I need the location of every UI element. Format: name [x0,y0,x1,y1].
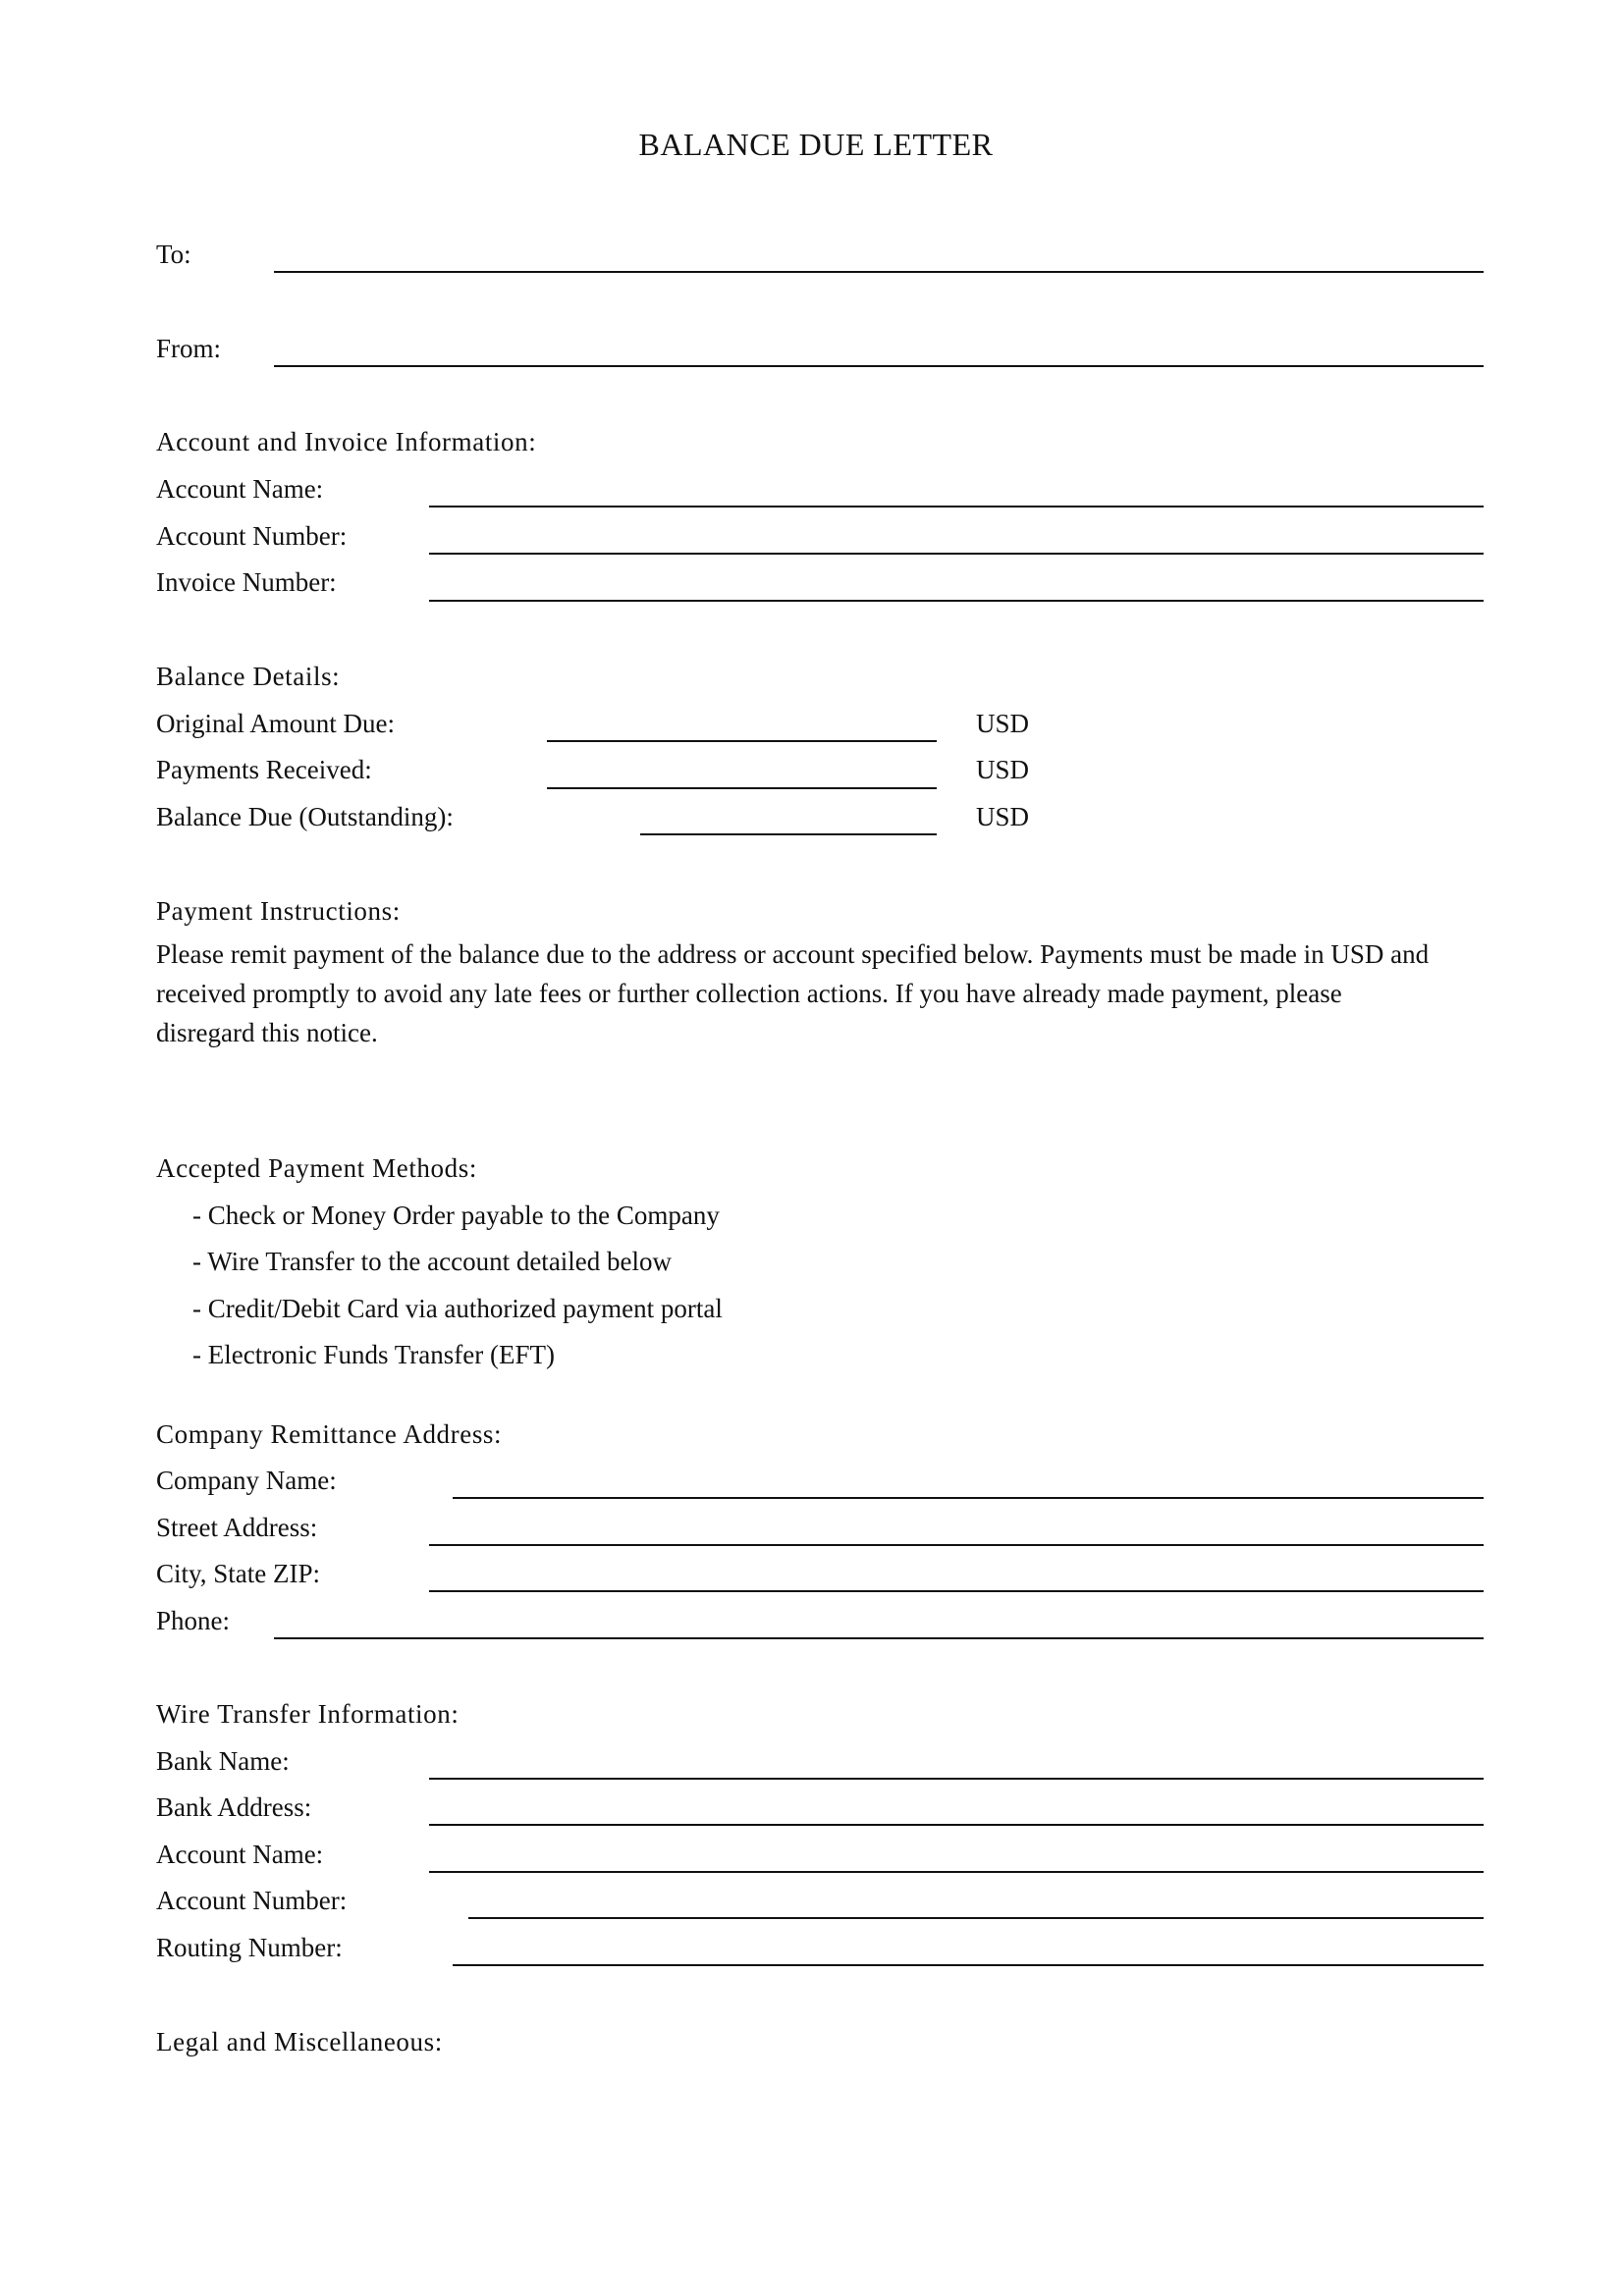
original-amount-field[interactable] [547,740,937,742]
bank-address-field[interactable] [429,1824,1484,1826]
phone-field[interactable] [274,1637,1484,1639]
to-field[interactable] [274,271,1484,273]
instructions-line: disregard this notice. [156,1018,378,1047]
from-label: From: [156,334,222,363]
wire-account-number-label: Account Number: [156,1886,348,1915]
wire-account-name-field[interactable] [429,1871,1484,1873]
bank-name-field[interactable] [429,1778,1484,1780]
payments-received-currency: USD [976,755,1030,784]
routing-number-label: Routing Number: [156,1933,343,1962]
balance-section-heading: Balance Details: [156,662,341,691]
bank-name-label: Bank Name: [156,1746,290,1776]
bank-address-label: Bank Address: [156,1792,312,1822]
original-amount-currency: USD [976,709,1030,738]
method-item: - Electronic Funds Transfer (EFT) [192,1340,555,1369]
payments-received-field[interactable] [547,787,937,789]
phone-label: Phone: [156,1606,231,1635]
city-state-zip-label: City, State ZIP: [156,1559,320,1588]
account-name-field[interactable] [429,506,1484,507]
routing-number-field[interactable] [453,1964,1484,1966]
invoice-number-field[interactable] [429,600,1484,602]
method-item: - Wire Transfer to the account detailed below [192,1247,673,1276]
company-name-field[interactable] [453,1497,1484,1499]
balance-due-field[interactable] [640,833,937,835]
account-number-label: Account Number: [156,521,348,551]
instructions-paragraph [156,934,1491,1052]
city-state-zip-field[interactable] [429,1590,1484,1592]
balance-due-label: Balance Due (Outstanding): [156,802,454,831]
instructions-line: Please remit payment of the balance due to the address or account specified below. Payments must be made in USD and [156,939,1430,969]
to-label: To: [156,240,191,269]
methods-section-heading: Accepted Payment Methods: [156,1153,477,1183]
balance-due-currency: USD [976,802,1030,831]
original-amount-label: Original Amount Due: [156,709,395,738]
payments-received-label: Payments Received: [156,755,372,784]
wire-account-name-label: Account Name: [156,1840,324,1869]
street-address-field[interactable] [429,1544,1484,1546]
account-name-label: Account Name: [156,474,324,504]
method-item: - Check or Money Order payable to the Company [192,1201,720,1230]
remittance-section-heading: Company Remittance Address: [156,1419,503,1449]
instructions-line: received promptly to avoid any late fees or further collection actions. If you have already made payment, please [156,979,1342,1008]
wire-section-heading: Wire Transfer Information: [156,1699,460,1729]
invoice-number-label: Invoice Number: [156,567,337,597]
document-title: BALANCE DUE LETTER [638,127,994,162]
wire-account-number-field[interactable] [468,1917,1484,1919]
method-item: - Credit/Debit Card via authorized payment portal [192,1294,723,1323]
account-section-heading: Account and Invoice Information: [156,427,537,456]
legal-section-heading: Legal and Miscellaneous: [156,2027,443,2056]
instructions-section-heading: Payment Instructions: [156,896,401,926]
from-field[interactable] [274,365,1484,367]
street-address-label: Street Address: [156,1513,318,1542]
company-name-label: Company Name: [156,1466,337,1495]
account-number-field[interactable] [429,553,1484,555]
